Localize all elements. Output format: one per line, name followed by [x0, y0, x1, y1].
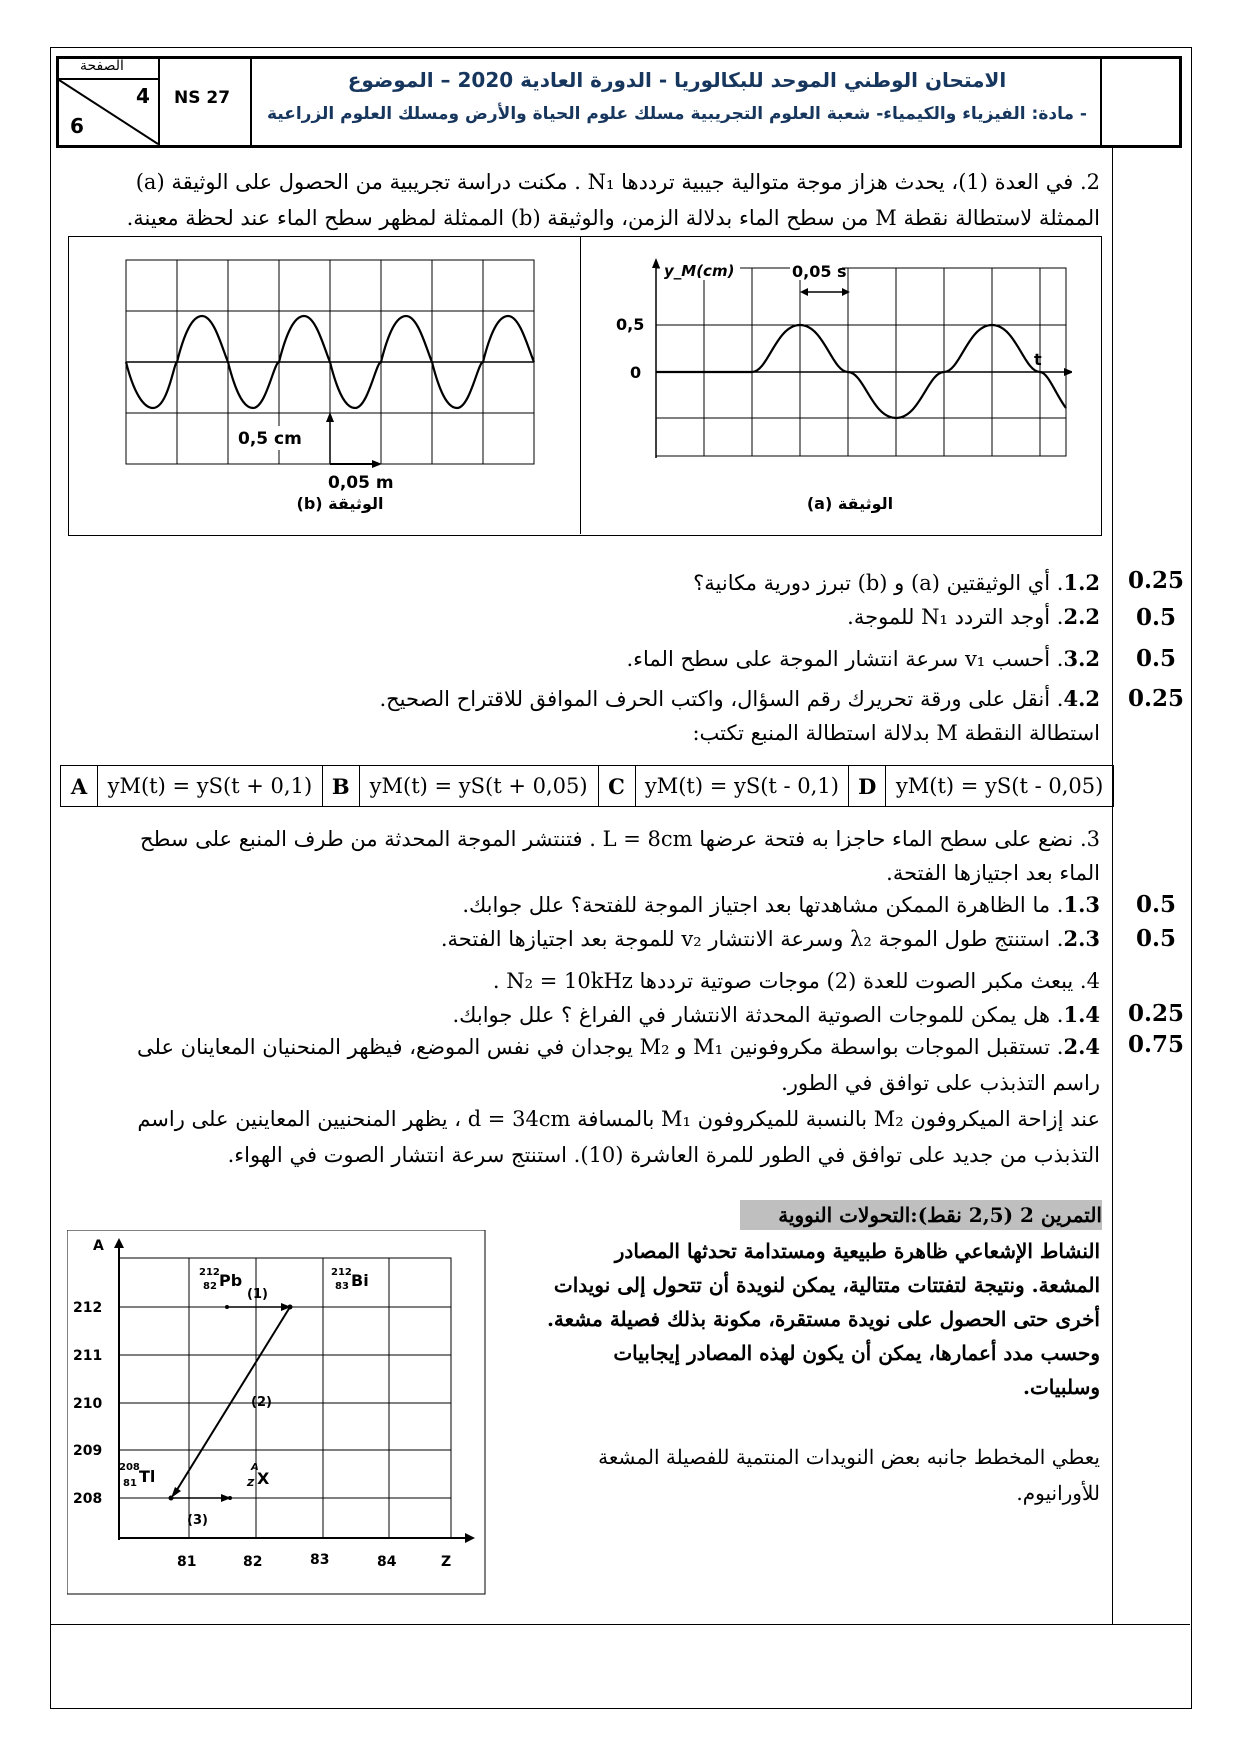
choice-d-expr: yM(t) = yS(t - 0,05): [886, 766, 1114, 807]
figure-a-xlabel: t: [1034, 350, 1042, 369]
q42-text: أنقل على ورقة تحريرك رقم السؤال، واكتب الحرف الموافق للاقتراح الصحيح.: [379, 687, 1051, 711]
question-42: 4.2. أنقل على ورقة تحريرك رقم السؤال، واكتب الحرف الموافق للاقتراح الصحيح.: [379, 686, 1100, 711]
score-column-divider: [1112, 148, 1113, 1624]
arrow-1-label: (1): [247, 1287, 268, 1302]
figure-a-grid: [656, 268, 1066, 456]
diagram-xtick-81: 81: [177, 1554, 197, 1570]
question-12: 1.2. أي الوثيقتين (a) و (b) تبرز دورية مكانية؟: [693, 570, 1100, 595]
q13-num: 1.3: [1063, 892, 1100, 917]
figure-b-vertical-scale: 0,5 cm: [238, 429, 302, 449]
x-point: [228, 1496, 232, 1500]
arrow-3-label: (3): [187, 1513, 208, 1528]
arrow-1-start: [225, 1305, 229, 1309]
figure-a-time-scale: 0,05 s: [792, 262, 847, 281]
figures-divider: [580, 236, 581, 534]
content-bottom-line: [50, 1624, 1190, 1625]
diagram-x-arrow: [465, 1533, 475, 1543]
diagram-x-label: Z: [441, 1554, 452, 1570]
header-title-line1: الامتحان الوطني الموحد للبكالوريا - الدورة العادية 2020 – الموضوع: [347, 68, 1007, 92]
exercise2-text-2: للأورانيوم.: [1016, 1481, 1100, 1505]
question-24-line-3: عند إزاحة الميكروفون M₂ بالنسبة للميكروفون M₁ بالمسافة d = 34cm ، يظهر المنحنيين المعاينين على راسم: [137, 1107, 1100, 1131]
q22-num: 2.2: [1063, 604, 1100, 629]
q13-text: ما الظاهرة الممكن مشاهدتها بعد اجتياز الموجة للفتحة؟ علل جوابك.: [462, 893, 1051, 917]
figure-a-ylabel: y_M(cm): [664, 262, 735, 280]
question-24-line-2: راسم التذبذب على توافق في الطور.: [781, 1071, 1100, 1095]
question-42-sub: استطالة النقطة M بدلالة استطالة المنبع تكتب:: [692, 721, 1100, 745]
q12-text: أي الوثيقتين (a) و (b) تبرز دورية مكانية؟: [693, 571, 1051, 595]
figure-b-horizontal-scale: 0,05 m: [328, 473, 394, 493]
bi-mass: 212: [331, 1267, 352, 1278]
diagram-xtick-84: 84: [377, 1554, 397, 1570]
exercise2-bold-2: المشعة. ونتيجة لتفتتات متتالية، يمكن لنويدة أن تتحول إلى نويدات: [553, 1273, 1100, 1297]
choice-c-letter: C: [598, 766, 635, 807]
page-label: الصفحة: [80, 58, 124, 74]
figure-a-scale-arrowhead-right: [842, 288, 850, 296]
x-z: Z: [247, 1478, 255, 1489]
q24-line1: تستقبل الموجات بواسطة مكروفونين M₁ و M₂ يوجدان في نفس الموضع، فيظهر المنحنيان المعاينان على: [136, 1035, 1051, 1059]
intro-line-1: 2. في العدة (1)، يحدث هزاز موجة متوالية جيبية ترددها N₁ . مكنت دراسة تجريبية من الحصول على الوثيقة (a): [135, 170, 1100, 194]
figure-a-tick-05: 0,5: [616, 315, 645, 334]
choice-a-letter: A: [61, 766, 98, 807]
question-22: 2.2. أوجد التردد N₁ للموجة.: [847, 604, 1100, 629]
diagram-xtick-83: 83: [310, 1552, 330, 1568]
q24-num: 2.4: [1063, 1034, 1100, 1059]
diagram-y-arrow: [114, 1238, 124, 1248]
q22-text: أوجد التردد N₁ للموجة.: [847, 605, 1051, 629]
header-right-cell: [1100, 56, 1102, 148]
diagram-ytick-212: 212: [73, 1300, 103, 1316]
choice-a-expr: yM(t) = yS(t + 0,1): [98, 766, 323, 807]
choice-b-expr: yM(t) = yS(t + 0,05): [359, 766, 598, 807]
bi-symbol: Bi: [351, 1271, 369, 1290]
choices-table: [60, 765, 1114, 807]
diagram-ytick-209: 209: [73, 1443, 103, 1459]
question-24: 2.4. تستقبل الموجات بواسطة مكروفونين M₁ و M₂ يوجدان في نفس الموضع، فيظهر المنحنيان المعاينان على: [136, 1034, 1100, 1059]
exercise2-bold-4: وحسب مدد أعمارها، يمكن أن يكون لهذه المصادر إيجابيات: [613, 1341, 1100, 1365]
exercise2-bold-1: النشاط الإشعاعي ظاهرة طبيعية ومستدامة تحدثها المصادر: [614, 1239, 1100, 1263]
tl-mass: 208: [119, 1462, 140, 1473]
intro-line-2: الممثلة لاستطالة نقطة M من سطح الماء بدلالة الزمن، والوثيقة (b) الممثلة لمظهر سطح الماء عند لحظة معينة.: [126, 206, 1100, 230]
q14-text: هل يمكن للموجات الصوتية المحدثة الانتشار في الفراغ ؟ علل جوابك.: [452, 1003, 1051, 1027]
figure-b-caption: الوثيقة (b): [296, 494, 384, 513]
diagram-ytick-211: 211: [73, 1348, 103, 1364]
q14-num: 1.4: [1063, 1002, 1100, 1027]
score-q32: 0.5: [1135, 645, 1176, 672]
q32-text: أحسب v₁ سرعة انتشار الموجة على سطح الماء.: [626, 647, 1051, 671]
page-current: 4: [136, 84, 150, 108]
score-q12: 0.25: [1128, 567, 1185, 594]
score-q24: 0.75: [1128, 1031, 1185, 1058]
part3-line-2: الماء بعد اجتيازها الفتحة.: [886, 861, 1100, 885]
part3-line-1: 3. نضع على سطح الماء حاجزا به فتحة عرضها L = 8cm . فتنتشر الموجة المحدثة من طرف المنبع على سطح: [140, 827, 1100, 851]
score-q42: 0.25: [1128, 685, 1185, 712]
figure-a-x-arrow: [1064, 368, 1072, 376]
tl-symbol: Tl: [139, 1467, 156, 1486]
diagram-y-label: A: [93, 1238, 104, 1254]
diagram-xtick-82: 82: [243, 1554, 263, 1570]
question-32: 3.2. أحسب v₁ سرعة انتشار الموجة على سطح الماء.: [626, 646, 1100, 671]
exercise2-bold-5: وسلبيات.: [1023, 1375, 1100, 1399]
header-title-line2: - مادة: الفيزياء والكيمياء- شعبة العلوم التجريبية مسلك علوم الحياة والأرض ومسلك العلوم الزراعية: [266, 104, 1087, 124]
choice-b-letter: B: [322, 766, 359, 807]
figure-a-tick-0: 0: [630, 363, 642, 382]
pb-mass: 212: [199, 1267, 220, 1278]
question-24-line-4: التذبذب من جديد على توافق في الطور للمرة العاشرة (10). استنتج سرعة انتشار الصوت في الهواء.: [227, 1143, 1100, 1167]
q23-text: استنتج طول الموجة λ₂ وسرعة الانتشار v₂ للموجة بعد اجتيازها الفتحة.: [440, 927, 1051, 951]
nuclide-diagram: [67, 1230, 487, 1596]
score-q22: 0.5: [1135, 604, 1176, 631]
figure-a: [612, 258, 1072, 468]
pb-z: 82: [203, 1281, 217, 1292]
exam-code: NS 27: [174, 88, 231, 108]
exercise2-text-1: يعطي المخطط جانبه بعض النويدات المنتمية للفصيلة المشعة: [598, 1445, 1100, 1469]
figure-b: [120, 254, 560, 504]
question-14: 1.4. هل يمكن للموجات الصوتية المحدثة الانتشار في الفراغ ؟ علل جوابك.: [452, 1002, 1100, 1027]
question-13: 1.3. ما الظاهرة الممكن مشاهدتها بعد اجتياز الموجة للفتحة؟ علل جوابك.: [462, 892, 1100, 917]
arrow-2: [175, 1307, 290, 1493]
part4-line-1: 4. يبعث مكبر الصوت للعدة (2) موجات صوتية ترددها N₂ = 10kHz .: [492, 969, 1100, 993]
question-23: 2.3. استنتج طول الموجة λ₂ وسرعة الانتشار v₂ للموجة بعد اجتيازها الفتحة.: [440, 926, 1100, 951]
diagram-frame: [67, 1230, 485, 1594]
page-total: 6: [70, 114, 84, 138]
header-code-cell: [160, 56, 252, 148]
q42-num: 4.2: [1063, 686, 1100, 711]
figure-a-scale-arrowhead-left: [800, 288, 808, 296]
x-symbol: X: [257, 1469, 270, 1488]
score-q23: 0.5: [1135, 925, 1176, 952]
figure-a-y-arrow: [652, 258, 660, 268]
figure-a-caption: الوثيقة (a): [806, 494, 894, 513]
pb-symbol: Pb: [219, 1271, 243, 1290]
q32-num: 3.2: [1063, 646, 1100, 671]
q12-num: 1.2: [1063, 570, 1100, 595]
choice-c-expr: yM(t) = yS(t - 0,1): [635, 766, 849, 807]
diagram-ytick-208: 208: [73, 1491, 103, 1507]
tl-z: 81: [123, 1478, 137, 1489]
exercise2-title: التمرين 2 (2,5 نقط):التحولات النووية: [740, 1200, 1102, 1230]
diagram-grid: [119, 1258, 451, 1538]
header-pagebox: [56, 56, 160, 148]
exercise2-bold-3: أخرى حتى الحصول على نويدة مستقرة، مكونة بذلك فصيلة مشعة.: [546, 1307, 1100, 1331]
diagram-ytick-210: 210: [73, 1396, 103, 1412]
bi-z: 83: [335, 1281, 349, 1292]
arrow-2-label: (2): [251, 1395, 272, 1410]
choice-d-letter: D: [849, 766, 886, 807]
x-mass: A: [251, 1462, 259, 1473]
score-q13: 0.5: [1135, 891, 1176, 918]
score-q14: 0.25: [1128, 1000, 1185, 1027]
q23-num: 2.3: [1063, 926, 1100, 951]
